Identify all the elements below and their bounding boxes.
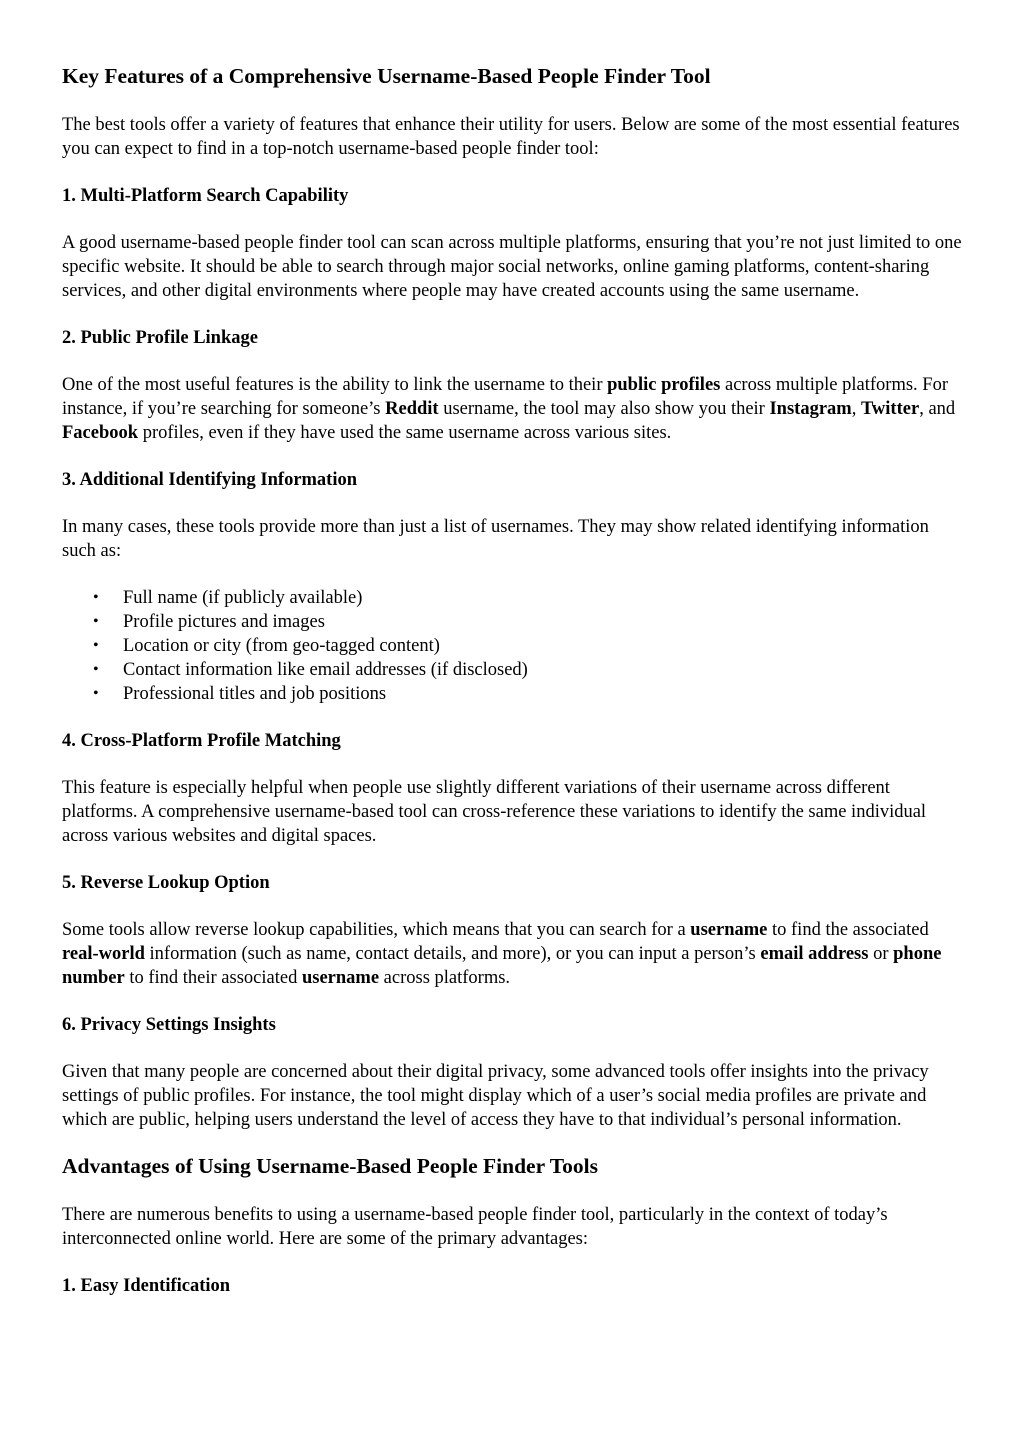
advantage-heading-easy-identification: 1. Easy Identification (62, 1276, 231, 1296)
section-intro-advantages: There are numerous benefits to using a username-based people finder tool, particularly in the context of today’s interconnected online world. Here are some of the primary advantages: (62, 1205, 888, 1249)
text-run: to find their associated (124, 968, 302, 988)
list-item-text: Professional titles and job positions (123, 684, 387, 704)
list-item (93, 682, 962, 706)
feature-text-multi-platform: A good username-based people finder tool can scan across multiple platforms, ensuring that you’re not just limited to one specific website. It should be able to search through major social networks, online gaming platforms, content-sharing services, and other digital environments where people may have created accounts using the same username. (62, 233, 962, 301)
feature-text-additional-info: In many cases, these tools provide more than just a list of usernames. They may show related identifying information such as: (62, 517, 929, 561)
section-title-advantages: Advantages of Using Username-Based People Finder Tools (62, 1154, 598, 1178)
feature-heading-reverse-lookup: 5. Reverse Lookup Option (62, 873, 270, 893)
bold-real-world: real-world (62, 944, 145, 964)
text-run: , (851, 399, 861, 419)
text-run: One of the most useful features is the ability to link the username to their (62, 375, 608, 395)
bold-twitter: Twitter (860, 399, 920, 419)
list-item (93, 658, 962, 682)
feature-heading-public-profile: 2. Public Profile Linkage (62, 328, 258, 348)
section-intro-key-features: The best tools offer a variety of features that enhance their utility for users. Below are some of the most essential features you can expect to find in a top-notch username-based people finder tool: (62, 115, 960, 159)
feature-heading-multi-platform: 1. Multi-Platform Search Capability (62, 186, 349, 206)
section-title-key-features: Key Features of a Comprehensive Username-Based People Finder Tool (62, 64, 711, 88)
list-item (93, 634, 962, 658)
bullet-icon: • (93, 685, 99, 702)
text-run: or (868, 944, 894, 964)
list-item (93, 586, 962, 610)
bullet-icon: • (93, 661, 99, 678)
bold-reddit: Reddit (385, 399, 439, 419)
identifying-info-list (62, 586, 962, 706)
bold-facebook: Facebook (62, 423, 139, 443)
feature-heading-additional-info: 3. Additional Identifying Information (62, 470, 358, 490)
text-run: , and (919, 399, 956, 419)
feature-heading-privacy: 6. Privacy Settings Insights (62, 1015, 276, 1035)
text-run: information (such as name, contact details, and more), or you can input a person’s (144, 944, 761, 964)
list-item-text: Location or city (from geo-tagged content) (123, 636, 440, 656)
document-page (62, 62, 962, 1298)
text-run: username, the tool may also show you their (438, 399, 770, 419)
text-run: across platforms. (379, 968, 511, 988)
text-run: profiles, even if they have used the same username across various sites. (138, 423, 672, 443)
bold-phone-number: phone number (62, 944, 942, 988)
list-item-text: Full name (if publicly available) (123, 588, 363, 608)
text-run: Some tools allow reverse lookup capabilities, which means that you can search for a (62, 920, 691, 940)
list-item (93, 610, 962, 634)
feature-text-reverse-lookup (62, 918, 962, 990)
list-item-text: Contact information like email addresses (if disclosed) (123, 660, 528, 680)
feature-heading-cross-platform: 4. Cross-Platform Profile Matching (62, 731, 341, 751)
bold-instagram: Instagram (769, 399, 852, 419)
bullet-icon: • (93, 613, 99, 630)
bold-email-address: email address (760, 944, 869, 964)
list-item-text: Profile pictures and images (123, 612, 325, 632)
bold-username-2: username (301, 968, 380, 988)
bold-public-profiles: public profiles (607, 375, 721, 395)
bold-username: username (690, 920, 768, 940)
bullet-icon: • (93, 637, 99, 654)
feature-text-public-profile (62, 373, 962, 445)
bullet-icon: • (93, 589, 99, 606)
text-run: across multiple platforms. For instance, if you’re searching for someone’s (62, 375, 948, 419)
feature-text-cross-platform: This feature is especially helpful when people use slightly different variations of their username across different platforms. A comprehensive username-based tool can cross-reference these variations to identify the same individual across various websites and digital spaces. (62, 778, 927, 846)
feature-text-privacy: Given that many people are concerned about their digital privacy, some advanced tools offer insights into the privacy settings of public profiles. For instance, the tool might display which of a user’s social media profiles are private and which are public, helping users understand the level of access they have to that individual’s personal information. (62, 1062, 929, 1130)
text-run: to find the associated (767, 920, 929, 940)
